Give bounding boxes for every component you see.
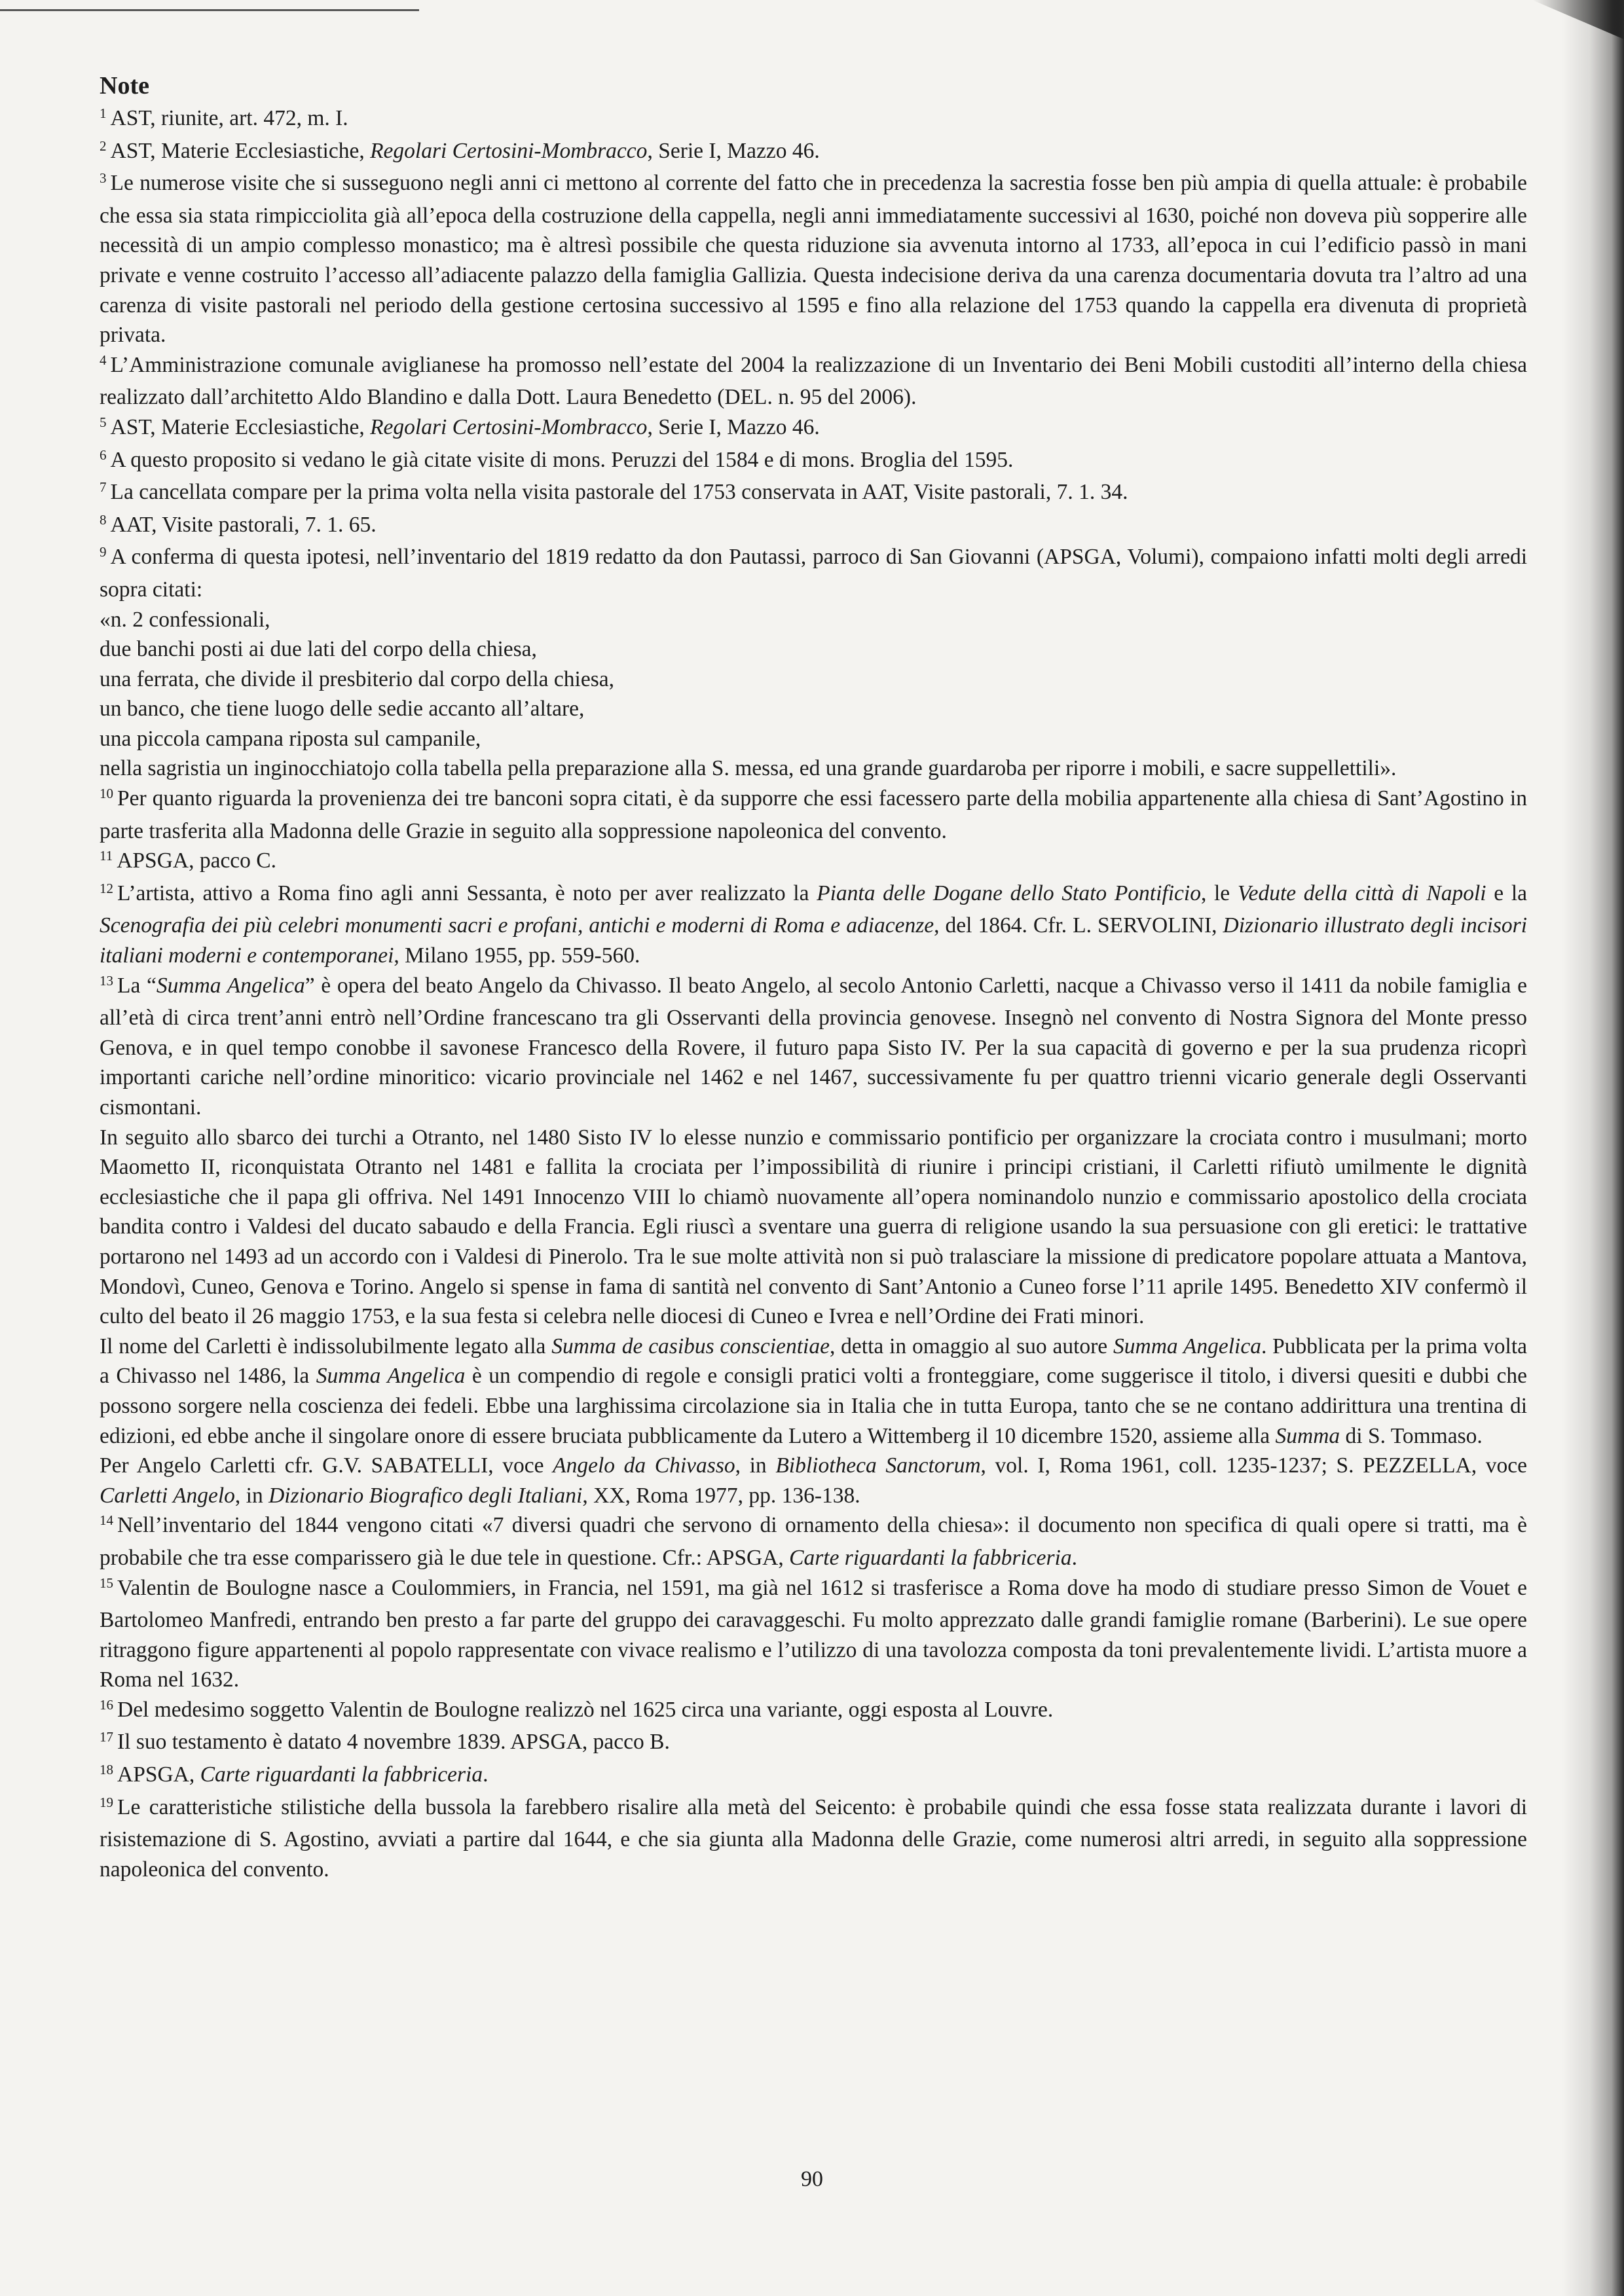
footnote-2 bbox=[100, 136, 1527, 169]
footnote-text: Per quanto riguarda la provenienza dei tre banconi sopra citati, è da supporre che essi facessero parte della mobilia appartenente alla chiesa di Sant’Agostino in parte trasferita alla Madonna delle Grazie in seguito alla soppressione napoleonica del convento. bbox=[100, 786, 1527, 843]
footnote-text: APSGA, pacco C. bbox=[117, 848, 277, 873]
footnote-number: 5 bbox=[100, 414, 107, 430]
footnote-8 bbox=[100, 510, 1527, 543]
top-rule bbox=[0, 9, 419, 11]
footnote-number: 17 bbox=[100, 1729, 113, 1745]
footnote-continuation bbox=[100, 634, 1527, 665]
footnote-number: 6 bbox=[100, 446, 107, 463]
footnote-text: Nell’inventario del 1844 vengono citati «7 diversi quadri che servono di ornamento della chiesa»: il documento non specifica di quali opere si tratti, ma è probabile che tra esse comparissero già le due tele in questione. Cfr.: APSGA, Carte riguardanti la fabbriceria. bbox=[100, 1513, 1527, 1570]
footnote-number: 10 bbox=[100, 786, 113, 802]
notes-list bbox=[100, 103, 1527, 1884]
footnote-number: 2 bbox=[100, 137, 107, 154]
footnote-text: APSGA, Carte riguardanti la fabbriceria. bbox=[117, 1762, 489, 1787]
footnote-text: La “Summa Angelica” è opera del beato Angelo da Chivasso. Il beato Angelo, al secolo Antonio Carletti, nacque a Chivasso verso il 1411 da nobile famiglia e all’età di circa trent’anni entrò nell’Ordine francescano tra gli Osservanti della provincia genovese. Insegnò nel convento di Nostra Signora del Monte presso Genova, e in quel tempo conobbe il savonese Francesco della Rovere, il futuro papa Sisto IV. Per la sua capacità di governo e per la sua prudenza ricoprì importanti cariche nell’ordine minoritico: vicario provinciale nel 1462 e nel 1467, successivamente fu per quattro trienni vicario generale degli Osservanti cismontani. bbox=[100, 973, 1527, 1120]
footnote-text: A conferma di questa ipotesi, nell’inventario del 1819 redatto da don Pautassi, parroco di San Giovanni (APSGA, Volumi), compaiono infatti molti degli arredi sopra citati: bbox=[100, 545, 1527, 602]
footnote-text: Le caratteristiche stilistiche della bussola la farebbero risalire alla metà del Seicento: è probabile quindi che essa fosse stata realizzata durante i lavori di risistemazione di S. Agostino, avviati a partire dal 1644, e che sia giunta alla Madonna delle Grazie, come numerosi altri arredi, in seguito alla soppressione napoleonica del convento. bbox=[100, 1795, 1527, 1882]
footnote-number: 19 bbox=[100, 1794, 113, 1810]
footnote-text: Le numerose visite che si susseguono negli anni ci mettono al corrente del fatto che in precedenza la sacrestia fosse ben più ampia di quella attuale: è probabile che essa sia stata rimpicciolita già all’epoca della costruzione della cappella, negli anni immediatamente successivi al 1630, poiché non doveva più sopperire alle necessità di un ampio complesso monastico; ma è altresì possibile che questa riduzione sia avvenuta intorno al 1733, all’epoca in cui l’edificio passò in mani private e venne costruito l’accesso all’adiacente palazzo della famiglia Gallizia. Questa indecisione deriva da una carenza documentaria dovuta tra l’altro ad una carenza di visite pastorali nel periodo della gestione certosina successivo al 1595 e fino alla relazione del 1753 quando la cappella era divenuta di proprietà privata. bbox=[100, 171, 1527, 348]
footnote-text: L’artista, attivo a Roma fino agli anni Sessanta, è noto per aver realizzato la Pianta delle Dogane dello Stato Pontificio, le Vedute della città di Napoli e la Scenografia dei più celebri monumenti sacri e profani, antichi e moderni di Roma e adiacenze, del 1864. Cfr. L. SERVOLINI, Dizionario illustrato degli incisori italiani moderni e contemporanei, Milano 1955, pp. 559-560. bbox=[100, 881, 1527, 968]
footnote-text: «n. 2 confessionali, bbox=[100, 607, 270, 632]
footnote-13 bbox=[100, 971, 1527, 1123]
footnote-number: 4 bbox=[100, 352, 107, 368]
footnote-text: una piccola campana riposta sul campanile, bbox=[100, 726, 481, 751]
footnote-5 bbox=[100, 412, 1527, 445]
footnote-14 bbox=[100, 1510, 1527, 1573]
footnote-10 bbox=[100, 784, 1527, 846]
notes-heading: Note bbox=[100, 72, 149, 100]
footnote-text: Valentin de Boulogne nasce a Coulommiers, in Francia, nel 1591, ma già nel 1612 si trasferisce a Roma dove ha modo di studiare presso Simon de Vouet e Bartolomeo Manfredi, entrando ben presto a far parte del gruppo dei caravaggeschi. Fu molto apprezzato dalle grandi famiglie romane (Barberini). Le sue opere ritraggono figure appartenenti al popolo rappresentate con vivace realismo e l’utilizzo di una tavolozza composta da toni prevalentemente lividi. L’artista muore a Roma nel 1632. bbox=[100, 1575, 1527, 1692]
footnote-text: L’Amministrazione comunale aviglianese ha promosso nell’estate del 2004 la realizzazione di un Inventario dei Beni Mobili custoditi all’interno della chiesa realizzato dall’architetto Aldo Blandino e dalla Dott. Laura Benedetto (DEL. n. 95 del 2006). bbox=[100, 352, 1527, 410]
footnote-text: Il nome del Carletti è indissolubilmente legato alla Summa de casibus conscientiae, detta in omaggio al suo autore Summa Angelica. Pubblicata per la prima volta a Chivasso nel 1486, la Summa Angelica è un compendio di regole e consigli pratici volti a fronteggiare, come suggerisce il titolo, i diversi quesiti e dubbi che possono sorgere nella coscienza dei fedeli. Ebbe una larghissima circolazione sia in Italia che in tutta Europa, tanto che se ne contano addirittura una trentina di edizioni, ed ebbe anche il singolare onore di essere bruciata pubblicamente da Lutero a Wittemberg il 10 dicembre 1520, assieme alla Summa di S. Tommaso. bbox=[100, 1334, 1527, 1448]
footnote-16 bbox=[100, 1695, 1527, 1728]
footnote-continuation bbox=[100, 724, 1527, 754]
footnote-number: 12 bbox=[100, 880, 113, 896]
footnote-11 bbox=[100, 846, 1527, 879]
footnote-number: 18 bbox=[100, 1762, 113, 1778]
footnote-3 bbox=[100, 168, 1527, 350]
footnote-number: 14 bbox=[100, 1512, 113, 1529]
page-edge-shadow bbox=[1562, 0, 1624, 2296]
footnote-number: 7 bbox=[100, 479, 107, 496]
footnote-number: 8 bbox=[100, 511, 107, 528]
footnote-continuation bbox=[100, 1123, 1527, 1332]
footnote-continuation bbox=[100, 754, 1527, 784]
footnote-text: AST, riunite, art. 472, m. I. bbox=[110, 106, 348, 130]
footnote-text: Il suo testamento è datato 4 novembre 1839. APSGA, pacco B. bbox=[117, 1730, 670, 1755]
footnote-continuation bbox=[100, 1451, 1527, 1510]
footnote-18 bbox=[100, 1760, 1527, 1793]
footnote-text: nella sagristia un inginocchiatojo colla tabella pella preparazione alla S. messa, ed una grande guardaroba per riporre i mobili, e sacre suppellettili». bbox=[100, 756, 1397, 781]
footnote-text: due banchi posti ai due lati del corpo della chiesa, bbox=[100, 637, 537, 662]
footnote-text: un banco, che tiene luogo delle sedie accanto all’altare, bbox=[100, 697, 585, 721]
footnote-text: AST, Materie Ecclesiastiche, Regolari Certosini-Mombracco, Serie I, Mazzo 46. bbox=[110, 414, 820, 439]
footnote-1 bbox=[100, 103, 1527, 136]
footnote-text: Del medesimo soggetto Valentin de Boulogne realizzò nel 1625 circa una variante, oggi esposta al Louvre. bbox=[117, 1697, 1054, 1722]
footnote-text: Per Angelo Carletti cfr. G.V. SABATELLI, voce Angelo da Chivasso, in Bibliotheca Sanctorum, vol. I, Roma 1961, coll. 1235-1237; S. PEZZELLA, voce Carletti Angelo, in Dizionario Biografico degli Italiani, XX, Roma 1977, pp. 136-138. bbox=[100, 1453, 1527, 1508]
footnote-text: A questo proposito si vedano le già citate visite di mons. Peruzzi del 1584 e di mons. Broglia del 1595. bbox=[110, 447, 1014, 472]
footnote-continuation bbox=[100, 694, 1527, 724]
footnote-continuation bbox=[100, 1332, 1527, 1451]
footnote-number: 1 bbox=[100, 105, 107, 121]
footnote-continuation bbox=[100, 605, 1527, 635]
footnote-4 bbox=[100, 350, 1527, 412]
footnote-15 bbox=[100, 1573, 1527, 1695]
footnote-12 bbox=[100, 879, 1527, 971]
footnote-number: 9 bbox=[100, 544, 107, 560]
footnote-text: AAT, Visite pastorali, 7. 1. 65. bbox=[110, 512, 377, 537]
footnote-number: 15 bbox=[100, 1575, 113, 1591]
page-number: 90 bbox=[801, 2167, 823, 2191]
footnote-number: 11 bbox=[100, 848, 113, 864]
footnote-17 bbox=[100, 1727, 1527, 1760]
footnote-continuation bbox=[100, 665, 1527, 695]
notes-page bbox=[100, 71, 1527, 1884]
footnote-9 bbox=[100, 542, 1527, 604]
footnote-text: In seguito allo sbarco dei turchi a Otranto, nel 1480 Sisto IV lo elesse nunzio e commissario pontificio per organizzare la crociata contro i musulmani; morto Maometto II, riconquistata Otranto nel 1481 e fallita la crociata per l’impossibilità di riunire i principi cristiani, il Carletti rifiutò umilmente le dignità ecclesiastiche che il papa gli offriva. Nel 1491 Innocenzo VIII lo chiamò nuovamente all’opera nominandolo nunzio e commissario apostolico della crociata bandita contro i Valdesi del ducato sabaudo e della Francia. Egli riuscì a sventare una guerra di religione usando la sua persuasione con gli eretici: le trattative portarono nel 1493 ad un accordo con i Valdesi di Pinerolo. Tra le sue molte attività non si può tralasciare la missione di predicatore popolare attuata a Mantova, Mondovì, Cuneo, Genova e Torino. Angelo si spense in fama di santità nel convento di Sant’Antonio a Cuneo forse l’11 aprile 1495. Benedetto XIV confermò il culto del beato il 26 maggio 1753, e la sua festa si celebra nelle diocesi di Cuneo e Ivrea e nell’Ordine dei Frati minori. bbox=[100, 1125, 1527, 1329]
footnote-19 bbox=[100, 1793, 1527, 1885]
footnote-7 bbox=[100, 477, 1527, 510]
footnote-text: La cancellata compare per la prima volta nella visita pastorale del 1753 conservata in AAT, Visite pastorali, 7. 1. 34. bbox=[110, 480, 1128, 505]
footnote-number: 3 bbox=[100, 170, 107, 187]
footnote-text: una ferrata, che divide il presbiterio dal corpo della chiesa, bbox=[100, 666, 614, 691]
footnote-6 bbox=[100, 445, 1527, 478]
footnote-text: AST, Materie Ecclesiastiche, Regolari Certosini-Mombracco, Serie I, Mazzo 46. bbox=[110, 138, 820, 163]
footnote-number: 16 bbox=[100, 1696, 113, 1713]
footnote-number: 13 bbox=[100, 972, 113, 989]
